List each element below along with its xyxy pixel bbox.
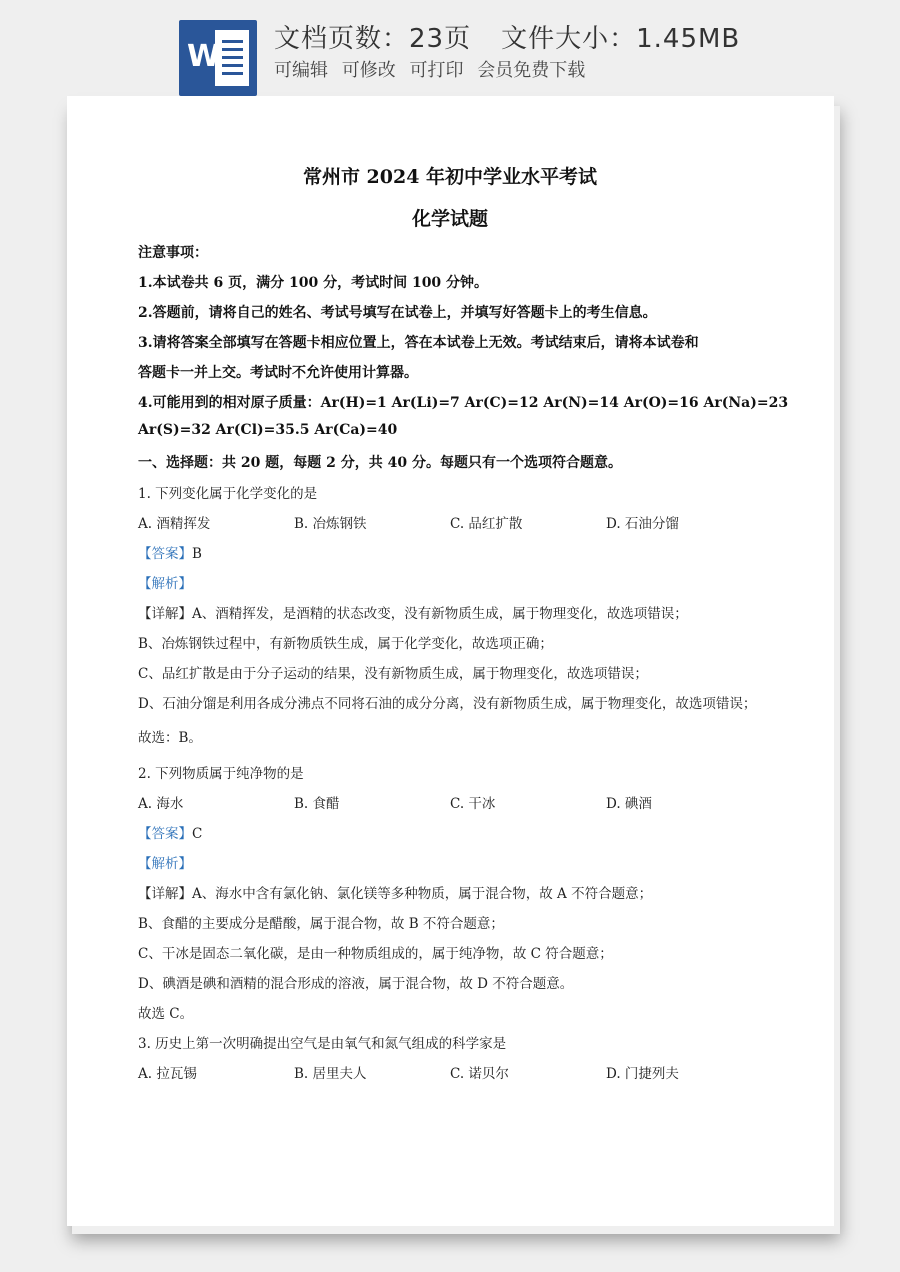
notice-line: 2.答题前，请将自己的姓名、考试号填写在试卷上，并填写好答题卡上的考生信息。 xyxy=(138,305,657,321)
answer-line xyxy=(138,542,202,562)
detail-tag: 【详解】 xyxy=(138,886,192,902)
notice-line: Ar(S)=32 Ar(Cl)=35.5 Ar(Ca)=40 xyxy=(138,422,398,438)
option-a: A. 拉瓦锡 xyxy=(138,1066,197,1082)
detail-line: 【详解】A、海水中含有氯化钠、氯化镁等多种物质，属于混合物，故 A 不符合题意； xyxy=(138,886,653,902)
question-stem: 1. 下列变化属于化学变化的是 xyxy=(138,486,318,502)
question-stem: 2. 下列物质属于纯净物的是 xyxy=(138,766,304,782)
notice-line: 答题卡一并上交。考试时不允许使用计算器。 xyxy=(138,365,418,381)
feature-printable: 可打印 xyxy=(409,60,464,81)
notice-heading: 注意事项： xyxy=(138,245,208,261)
answer-tag: 【答案】 xyxy=(138,826,192,842)
feature-editable: 可编辑 xyxy=(274,60,328,81)
option-b: B. 居里夫人 xyxy=(294,1066,367,1082)
notice-line: 1.本试卷共 6 页，满分 100 分，考试时间 100 分钟。 xyxy=(138,275,489,291)
option-c: C. 干冰 xyxy=(450,796,496,812)
detail-line: C、品红扩散是由于分子运动的结果，没有新物质生成，属于物理变化，故选项错误； xyxy=(138,666,648,682)
feature-modifiable: 可修改 xyxy=(341,60,396,81)
word-icon-letter: W xyxy=(187,39,221,74)
file-size: 文件大小：1.45MB xyxy=(501,24,741,54)
option-a: A. 海水 xyxy=(138,796,184,812)
download-banner xyxy=(0,0,900,96)
feature-member-download: 会员免费下载 xyxy=(477,60,586,81)
analysis-tag: 【解析】 xyxy=(138,576,192,592)
page-count: 文档页数：23页 xyxy=(274,24,472,54)
detail-line: D、石油分馏是利用各成分沸点不同将石油的成分分离，没有新物质生成，属于物理变化，故选项错误； xyxy=(138,696,757,712)
option-c: C. 品红扩散 xyxy=(450,516,523,532)
conclusion-line: 故选：B。 xyxy=(138,730,202,746)
answer-value: C xyxy=(192,826,203,842)
detail-tag: 【详解】 xyxy=(138,606,192,622)
answer-value: B xyxy=(192,546,202,562)
word-icon-page xyxy=(215,30,249,86)
detail-line: B、冶炼钢铁过程中，有新物质铁生成，属于化学变化，故选项正确； xyxy=(138,636,553,652)
detail-line: D、碘酒是碘和酒精的混合形成的溶液，属于混合物，故 D 不符合题意。 xyxy=(138,976,574,992)
option-b: B. 食醋 xyxy=(294,796,340,812)
option-d: D. 门捷列夫 xyxy=(606,1066,679,1082)
feature-list xyxy=(274,56,593,82)
question-stem: 3. 历史上第一次明确提出空气是由氧气和氮气组成的科学家是 xyxy=(138,1036,507,1052)
exam-subtitle: 化学试题 xyxy=(411,208,488,230)
conclusion-line: 故选 C。 xyxy=(138,1006,194,1022)
notice-line: 4.可能用到的相对原子质量：Ar(H)=1 Ar(Li)=7 Ar(C)=12 Ar(N)=14 Ar(O)=16 Ar(Na)=23 xyxy=(138,395,789,411)
detail-line: B、食醋的主要成分是醋酸，属于混合物，故 B 不符合题意； xyxy=(138,916,504,932)
exam-title: 常州市 2024 年初中学业水平考试 xyxy=(302,166,598,188)
document-page[interactable] xyxy=(67,96,834,1226)
answer-tag: 【答案】 xyxy=(138,546,192,562)
option-d: D. 石油分馏 xyxy=(606,516,679,532)
detail-line: 【详解】A、酒精挥发，是酒精的状态改变，没有新物质生成，属于物理变化，故选项错误； xyxy=(138,606,688,622)
analysis-tag: 【解析】 xyxy=(138,856,192,872)
word-document-icon xyxy=(179,20,257,96)
file-info xyxy=(274,18,740,55)
detail-line: C、干冰是固态二氧化碳，是由一种物质组成的，属于纯净物，故 C 符合题意； xyxy=(138,946,613,962)
option-c: C. 诺贝尔 xyxy=(450,1066,509,1082)
section-heading: 一、选择题：共 20 题，每题 2 分，共 40 分。每题只有一个选项符合题意。 xyxy=(138,455,622,471)
option-a: A. 酒精挥发 xyxy=(138,516,211,532)
option-b: B. 冶炼钢铁 xyxy=(294,516,367,532)
answer-line xyxy=(138,822,202,842)
notice-line: 3.请将答案全部填写在答题卡相应位置上，答在本试卷上无效。考试结束后，请将本试卷和 xyxy=(138,335,699,351)
option-d: D. 碘酒 xyxy=(606,796,652,812)
